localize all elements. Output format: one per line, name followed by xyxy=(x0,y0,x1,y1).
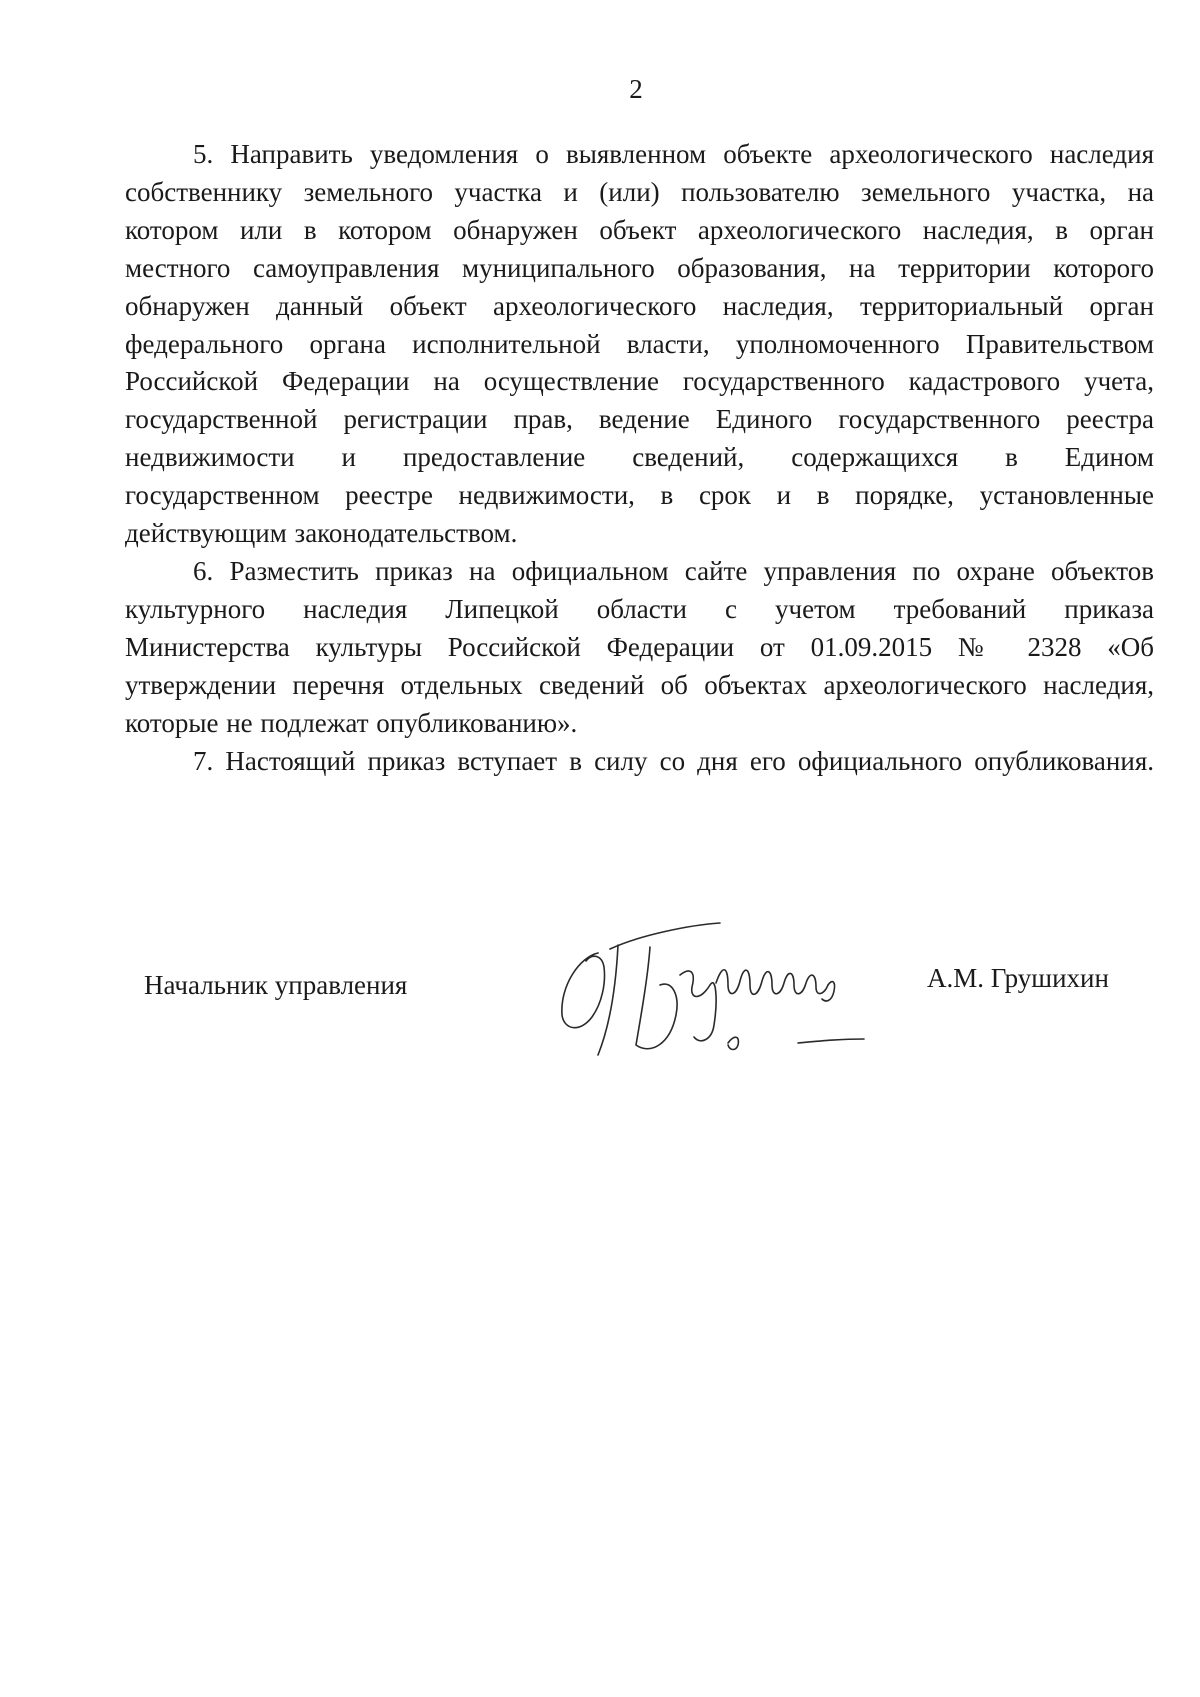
signer-name: А.М. Грушихин xyxy=(927,963,1109,993)
page-number: 2 xyxy=(629,74,643,104)
text-line: государственной регистрации прав, ведение Единого государственного реестра xyxy=(125,404,1154,435)
text-line: собственнику земельного участка и (или) пользователю земельного участка, на xyxy=(125,176,1154,207)
text-line: 7. Настоящий приказ вступает в силу со дня его официального опубликования. xyxy=(193,745,1154,776)
text-line: котором или в котором обнаружен объект археологического наследия, в орган xyxy=(125,214,1154,245)
text-line: государственном реестре недвижимости, в срок и в порядке, установленные xyxy=(125,480,1154,511)
text-line: культурного наследия Липецкой области с учетом требований приказа xyxy=(125,593,1154,624)
handwritten-signature-image xyxy=(540,905,920,1065)
text-line: Министерства культуры Российской Федерации от 01.09.2015 № 2328 «Об xyxy=(125,631,1154,662)
text-line: действующим законодательством. xyxy=(125,518,518,549)
text-line: Российской Федерации на осуществление государственного кадастрового учета, xyxy=(125,366,1154,397)
text-line: 5. Направить уведомления о выявленном объекте археологического наследия xyxy=(193,139,1154,169)
text-line: местного самоуправления муниципального образования, на территории которого xyxy=(125,252,1154,283)
text-line: утверждении перечня отдельных сведений об объектах археологического наследия, xyxy=(125,669,1154,700)
text-line: обнаружен данный объект археологического наследия, территориальный орган xyxy=(125,290,1154,321)
text-line: недвижимости и предоставление сведений, содержащихся в Едином xyxy=(125,442,1154,473)
signer-position: Начальник управления xyxy=(144,970,408,1000)
text-line: 6. Разместить приказ на официальном сайте управления по охране объектов xyxy=(193,555,1154,586)
text-line: федерального органа исполнительной власти, уполномоченного Правительством xyxy=(125,328,1154,359)
text-line: которые не подлежат опубликованию». xyxy=(125,707,578,738)
